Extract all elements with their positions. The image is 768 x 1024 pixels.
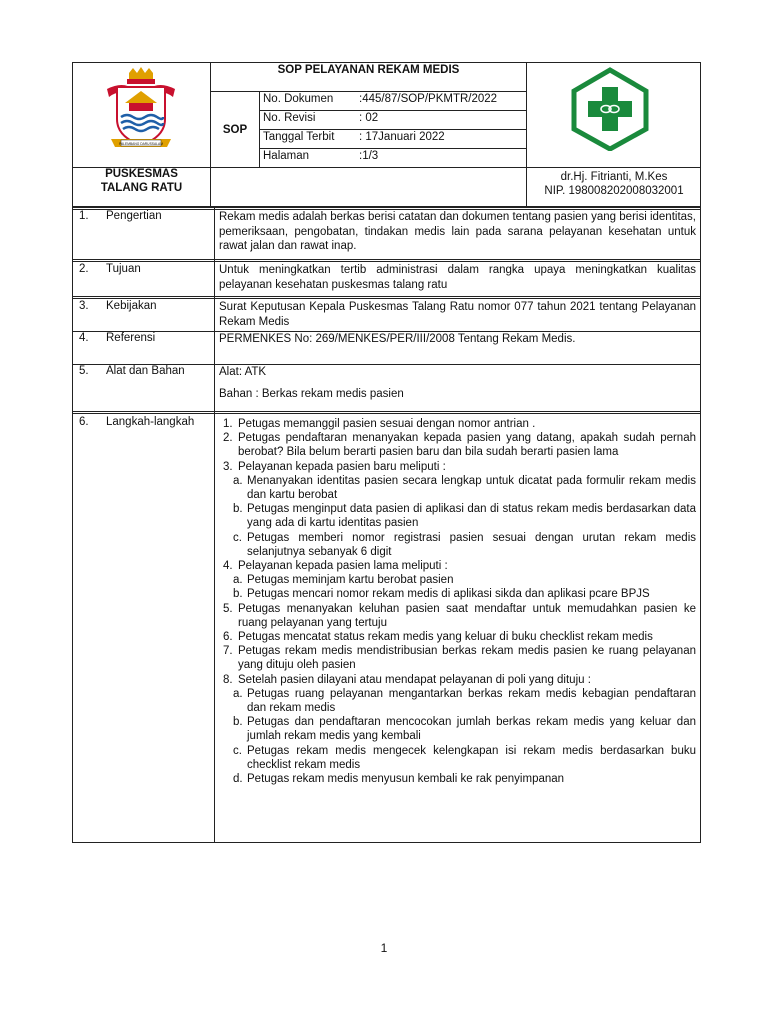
section-title: Langkah-langkah — [106, 416, 195, 428]
step-item — [219, 460, 696, 474]
subitem-letter: b. — [233, 588, 243, 601]
step-number: 3. — [223, 460, 233, 473]
step-item — [219, 673, 696, 687]
subitem-text: Menanyakan identitas pasien secara lengkap untuk dicatat pada formulir rekam medis dan kartu berobat — [247, 474, 696, 502]
meta-value: : 02 — [359, 112, 379, 124]
row-divider — [73, 259, 700, 262]
step-item — [219, 417, 696, 431]
section-body: Untuk meningkatkan tertib administrasi dalam rangka upaya meningkatkan kualitas pelayanan kesehatan puskesmas talang ratu — [219, 264, 696, 291]
section-body — [219, 365, 696, 401]
step-number: 7. — [223, 645, 233, 658]
meta-key: No. Revisi — [263, 112, 316, 124]
meta-key: Halaman — [263, 150, 310, 162]
step-item — [219, 630, 696, 644]
step-item — [219, 431, 696, 459]
section-number: 1. — [79, 210, 89, 222]
step-text: Petugas mencatat status rekam medis yang keluar di buku checklist rekam medis — [238, 631, 653, 644]
meta-value: :445/87/SOP/PKMTR/2022 — [359, 93, 498, 105]
step-subitem — [219, 715, 696, 743]
org-line-1: PUSKESMAS — [105, 168, 178, 180]
meta-key: Tanggal Terbit — [263, 131, 335, 143]
meta-value: : 17Januari 2022 — [359, 131, 445, 143]
subitem-letter: b. — [233, 716, 243, 729]
organization-name — [73, 167, 210, 195]
step-subitem — [219, 687, 696, 715]
section-body: Rekam medis adalah berkas berisi catatan dan dokumen tentang pasien yang berisi identitas, pemeriksaan, pengobatan, tindakan medis lain pada sarana pelayanan kesehatan untuk rawat jalan dan rawat inap. — [219, 211, 696, 252]
step-subitem — [219, 744, 696, 772]
meta-key: No. Dokumen — [263, 93, 334, 105]
section-title: Referensi — [106, 332, 156, 344]
steps-list — [219, 417, 696, 786]
column-divider — [214, 207, 215, 843]
puskesmas-logo — [569, 67, 651, 151]
section-number: 2. — [79, 263, 89, 275]
step-subitem — [219, 587, 696, 601]
step-text: Petugas memanggil pasien sesuai dengan nomor antrian . — [238, 418, 536, 430]
section-title: Tujuan — [106, 263, 141, 275]
step-number: 1. — [223, 418, 233, 430]
step-item — [219, 644, 696, 672]
city-emblem-logo — [103, 67, 179, 157]
sop-header — [72, 62, 701, 207]
step-subitem — [219, 474, 696, 502]
step-subitem — [219, 502, 696, 530]
subitem-text: Petugas ruang pelayanan mengantarkan berkas rekam medis kebagian pendaftaran dan rekam medis — [247, 687, 696, 715]
signer-name: dr.Hj. Fitrianti, M.Kes — [560, 171, 668, 183]
subitem-letter: d. — [233, 773, 243, 786]
step-text: Pelayanan kepada pasien baru meliputi : — [238, 460, 446, 473]
signer-nip: NIP. 198008202008032001 — [544, 185, 684, 197]
page-number: 1 — [380, 941, 388, 955]
step-subitem — [219, 573, 696, 587]
subitem-text: Petugas rekam medis mengecek kelengkapan isi rekam medis berdasarkan buku checklist rekam medis — [247, 744, 696, 771]
section-title: Pengertian — [106, 210, 162, 222]
tools-line: Alat: ATK — [219, 366, 267, 378]
meta-row-issue-date — [259, 129, 526, 148]
section-number: 4. — [79, 332, 89, 344]
subitem-text: Petugas meminjam kartu berobat pasien — [247, 574, 454, 587]
meta-row-revision — [259, 110, 526, 129]
meta-value: :1/3 — [359, 150, 379, 162]
section-number: 3. — [79, 300, 89, 312]
section-title: Kebijakan — [106, 300, 157, 312]
subitem-letter: c. — [233, 744, 242, 757]
step-subitem — [219, 772, 696, 786]
section-number: 6. — [79, 416, 89, 428]
subitem-text: Petugas memberi nomor registrasi pasien sesuai dengan urutan rekam medis selanjutnya sebanyak 6 digit — [247, 531, 696, 558]
section-title: Alat dan Bahan — [106, 365, 185, 377]
emblem-caption: PALEMBANG DARUSSALAM — [119, 141, 163, 146]
org-line-2: TALANG RATU — [100, 182, 183, 194]
subitem-text: Petugas menginput data pasien di aplikasi dan di status rekam medis berdasarkan data yang ada di kartu identitas pasien — [247, 503, 696, 530]
step-number: 2. — [223, 432, 233, 445]
section-number: 5. — [79, 365, 89, 377]
materials-line: Bahan : Berkas rekam medis pasien — [219, 387, 404, 400]
step-text: Petugas menanyakan keluhan pasien saat mendaftar untuk memudahkan pasien ke ruang pelayanan yang tertuju — [238, 602, 696, 629]
meta-row-document-number — [259, 91, 526, 110]
document-title: SOP PELAYANAN REKAM MEDIS — [277, 64, 460, 76]
step-number: 5. — [223, 602, 233, 615]
step-text: Pelayanan kepada pasien lama meliputi : — [238, 560, 448, 573]
step-text: Setelah pasien dilayani atau mendapat pelayanan di poli yang dituju : — [238, 673, 591, 686]
subitem-text: Petugas dan pendaftaran mencocokan jumlah berkas rekam medis yang keluar dan jumlah rekam medis yang kembali — [247, 716, 696, 743]
subitem-letter: b. — [233, 503, 243, 516]
step-item — [219, 602, 696, 630]
signer-block — [527, 168, 701, 198]
meta-row-page — [259, 148, 526, 167]
step-number: 6. — [223, 631, 233, 644]
step-subitem — [219, 531, 696, 559]
subitem-text: Petugas mencari nomor rekam medis di aplikasi sikda dan aplikasi pcare BPJS — [247, 588, 650, 601]
step-item — [219, 559, 696, 573]
sop-sections-table — [72, 207, 701, 843]
sop-label: SOP — [222, 123, 248, 136]
subitem-letter: a. — [233, 687, 243, 700]
step-text: Petugas pendaftaran menanyakan kepada pasien yang datang, apakah sudah pernah berobat? Bila belum berarti pasien baru dan bila sudah berarti pasien lama — [238, 432, 696, 459]
row-divider — [73, 296, 700, 299]
step-text: Petugas rekam medis mendistribusian berkas rekam medis pasien ke ruang pelayanan yang dituju oleh pasien — [238, 645, 696, 672]
subitem-letter: a. — [233, 474, 243, 487]
section-body: PERMENKES No: 269/MENKES/PER/III/2008 Tentang Rekam Medis. — [219, 333, 576, 345]
step-number: 8. — [223, 673, 233, 686]
row-divider — [73, 411, 700, 414]
subitem-text: Petugas rekam medis menyusun kembali ke rak penyimpanan — [247, 773, 565, 786]
step-number: 4. — [223, 560, 233, 573]
section-body: Surat Keputusan Kepala Puskesmas Talang Ratu nomor 077 tahun 2021 tentang Pelayanan Rekam Medis — [219, 301, 696, 328]
subitem-letter: a. — [233, 574, 243, 587]
subitem-letter: c. — [233, 531, 242, 544]
